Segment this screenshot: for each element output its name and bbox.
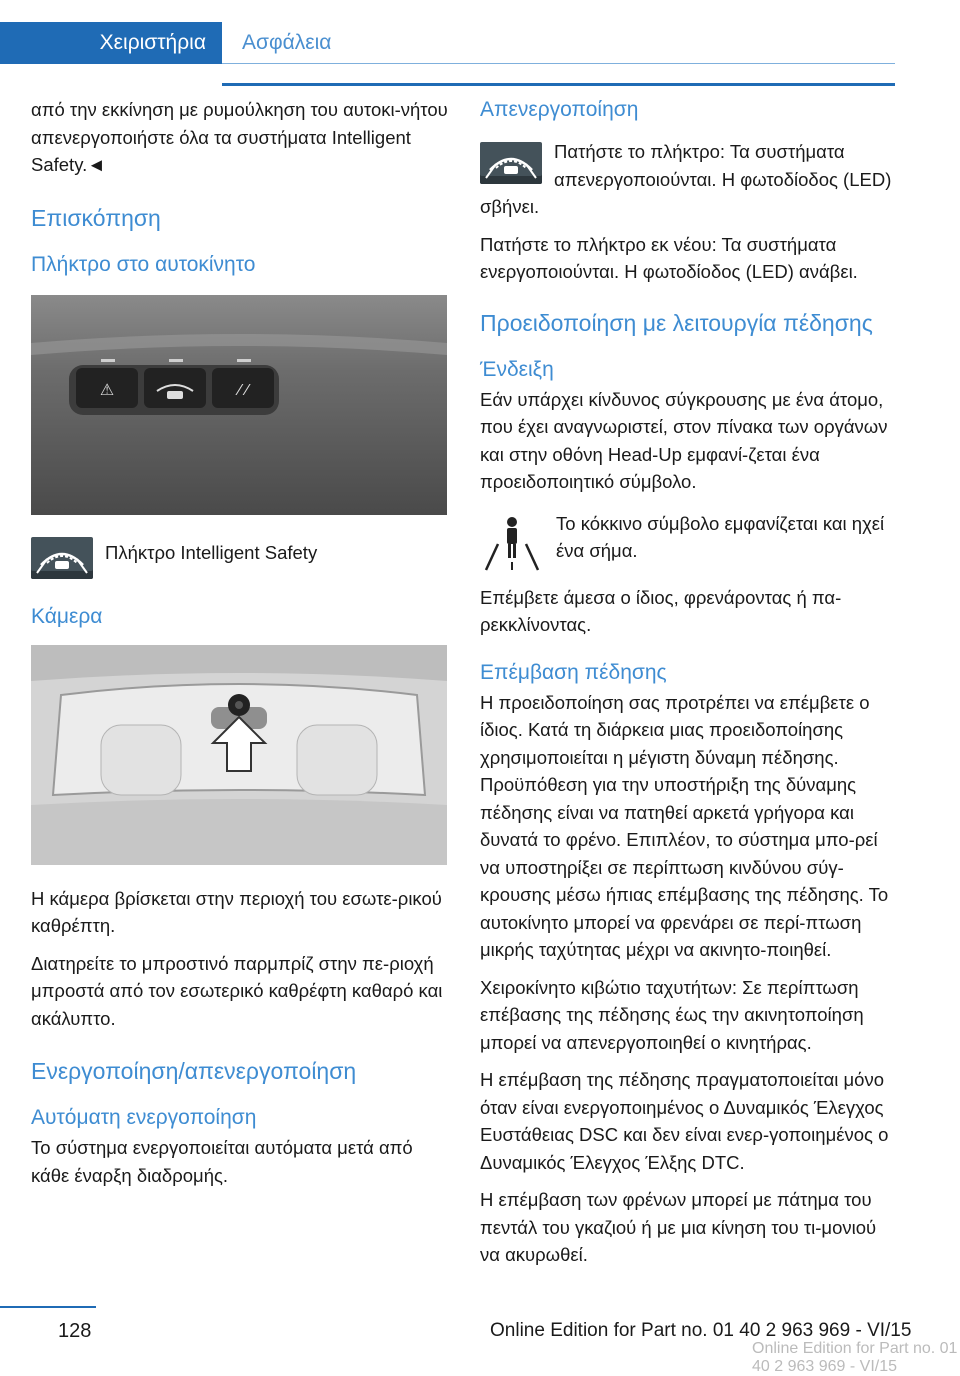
windshield-camera-illustration	[31, 645, 447, 865]
button-caption: Πλήκτρο Intelligent Safety	[105, 541, 318, 563]
headliner-buttons-illustration	[31, 295, 447, 515]
svg-text:⚠: ⚠	[99, 379, 115, 399]
symbol-text: Το κόκκινο σύμβολο εμφανίζεται και ηχεί ένα σήμα.	[556, 512, 885, 561]
left-column	[31, 96, 449, 1199]
pedestrian-warning-icon	[480, 510, 544, 574]
edition-text: Online Edition for Part no. 01 40 2 963 969 - VI/15	[490, 1320, 912, 1341]
manual-gearbox-text: Χειροκίνητο κιβώτιο ταχυτήτων: Σε περίπτωση επέβασης της πέδησης έως την ακινητοποίηση μπορεί να απενεργοποιηθεί ο κινητήρας.	[480, 976, 864, 1053]
page-number: 128	[58, 1320, 92, 1342]
camera-photo	[31, 645, 447, 865]
camera-keep-clean-text: Διατηρείτε το μπροστινό παρμπρίζ στην πε-ριοχή μπροστά από τον εσωτερικό καθρέφτη καθαρό και ακάλυπτο.	[31, 952, 443, 1029]
camera-location-text: Η κάμερα βρίσκεται στην περιοχή του εσωτε-ρικού καθρέπτη.	[31, 887, 442, 936]
tab-safety[interactable]: Ασφάλεια	[222, 22, 895, 64]
reactivation-text: Πατήστε το πλήκτρο εκ νέου: Τα συστήματα ενεργοποιούνται. Η φωτοδίοδος (LED) ανάβει.	[480, 233, 858, 282]
footer-line	[0, 1306, 96, 1308]
heading-overview: Επισκόπηση	[31, 204, 161, 231]
heading-button-in-car: Πλήκτρο στο αυτοκίνητο	[31, 252, 256, 276]
heading-camera: Κάμερα	[31, 604, 103, 628]
intro-text: από την εκκίνηση με ρυμούλκηση του αυτοκι-νήτου απενεργοποιήστε όλα τα συστήματα Intelligent Safety.◄	[31, 99, 448, 175]
intelligent-safety-icon	[31, 537, 93, 579]
heading-brake-intervention: Επέμβαση πέδησης	[480, 660, 667, 684]
button-caption-row	[31, 537, 449, 579]
automatic-activation-text: Το σύστημα ενεργοποιείται αυτόματα μετά από κάθε έναρξη διαδρομής.	[31, 1137, 413, 1186]
brake-intervention-text: Η προειδοποίηση σας προτρέπει να επέμβετε ο ίδιος. Κατά τη διάρκεια μιας προειδοποίησης χρησιμοποιείται η μέγιστη δύναμη πέδησης. Προϋπόθεση για την υποστήριξη της δύναμης πέδησης είναι να πατηθεί αρκετά γρήγορα και δυνατά το φρένο. Επιπλέον, το σύστημα μπο-ρεί να υποστηρίξει σε περίπτωση κινδύνου σύγ-κρουσης μέσω ήπιας επέμβασης της πέδησης. Το αυτοκίνητο μπορεί να φρενάρει σε περί-πτωση μικρής ταχύτητας μέχρι να ακινητο-ποιηθεί.	[480, 691, 889, 960]
display-text: Εάν υπάρχει κίνδυνος σύγκρουσης με ένα άτομο, που έχει αναγνωριστεί, στον πίνακα των οργάνων και στην οθόνη Head-Up εμφανί-ζεται ένα προειδοποιητικό σύμβολο.	[480, 388, 888, 492]
watermark: Online Edition for Part no. 01 40 2 963 969 - VI/15	[752, 1340, 958, 1375]
dsc-condition-text: Η επέμβαση της πέδησης πραγματοποιείται μόνο όταν είναι ενεργοποιημένος ο Δυναμικός Έλεγχος Ευστάθειας DSC και δεν είναι ενερ-γοποιημένος ο Δυναμικός Έλεγχος Έλξης DTC.	[480, 1069, 889, 1173]
heading-display: Ένδειξη	[480, 357, 554, 381]
deactivation-text: Πατήστε το πλήκτρο: Τα συστήματα απενεργοποιούνται. Η φωτοδίοδος (LED) σβήνει.	[480, 141, 892, 217]
brake-cancel-text: Η επέμβαση των φρένων μπορεί με πάτημα του πεντάλ του γκαζιού ή με μια κίνηση του τι-μονιού να ακυρωθεί.	[480, 1189, 877, 1265]
intervene-text: Επέμβετε άμεσα ο ίδιος, φρενάροντας ή πα-ρεκκλίνοντας.	[480, 586, 842, 635]
right-column	[480, 96, 898, 1279]
button-photo	[31, 295, 447, 515]
intelligent-safety-icon	[480, 142, 542, 184]
heading-deactivation: Απενεργοποίηση	[480, 98, 639, 121]
tab-controls[interactable]: Χειριστήρια	[0, 22, 222, 64]
heading-brake-warning: Προειδοποίηση με λειτουργία πέδησης	[480, 309, 873, 336]
tab-underline	[222, 83, 895, 86]
heading-activation: Ενεργοποίηση/απενεργοποίηση	[31, 1058, 357, 1084]
deactivation-row	[480, 138, 898, 221]
heading-automatic-activation: Αυτόματη ενεργοποίηση	[31, 1106, 257, 1129]
symbol-row	[480, 510, 898, 574]
svg-text:⁄ ⁄: ⁄ ⁄	[238, 380, 248, 399]
header-tabs	[0, 22, 895, 64]
